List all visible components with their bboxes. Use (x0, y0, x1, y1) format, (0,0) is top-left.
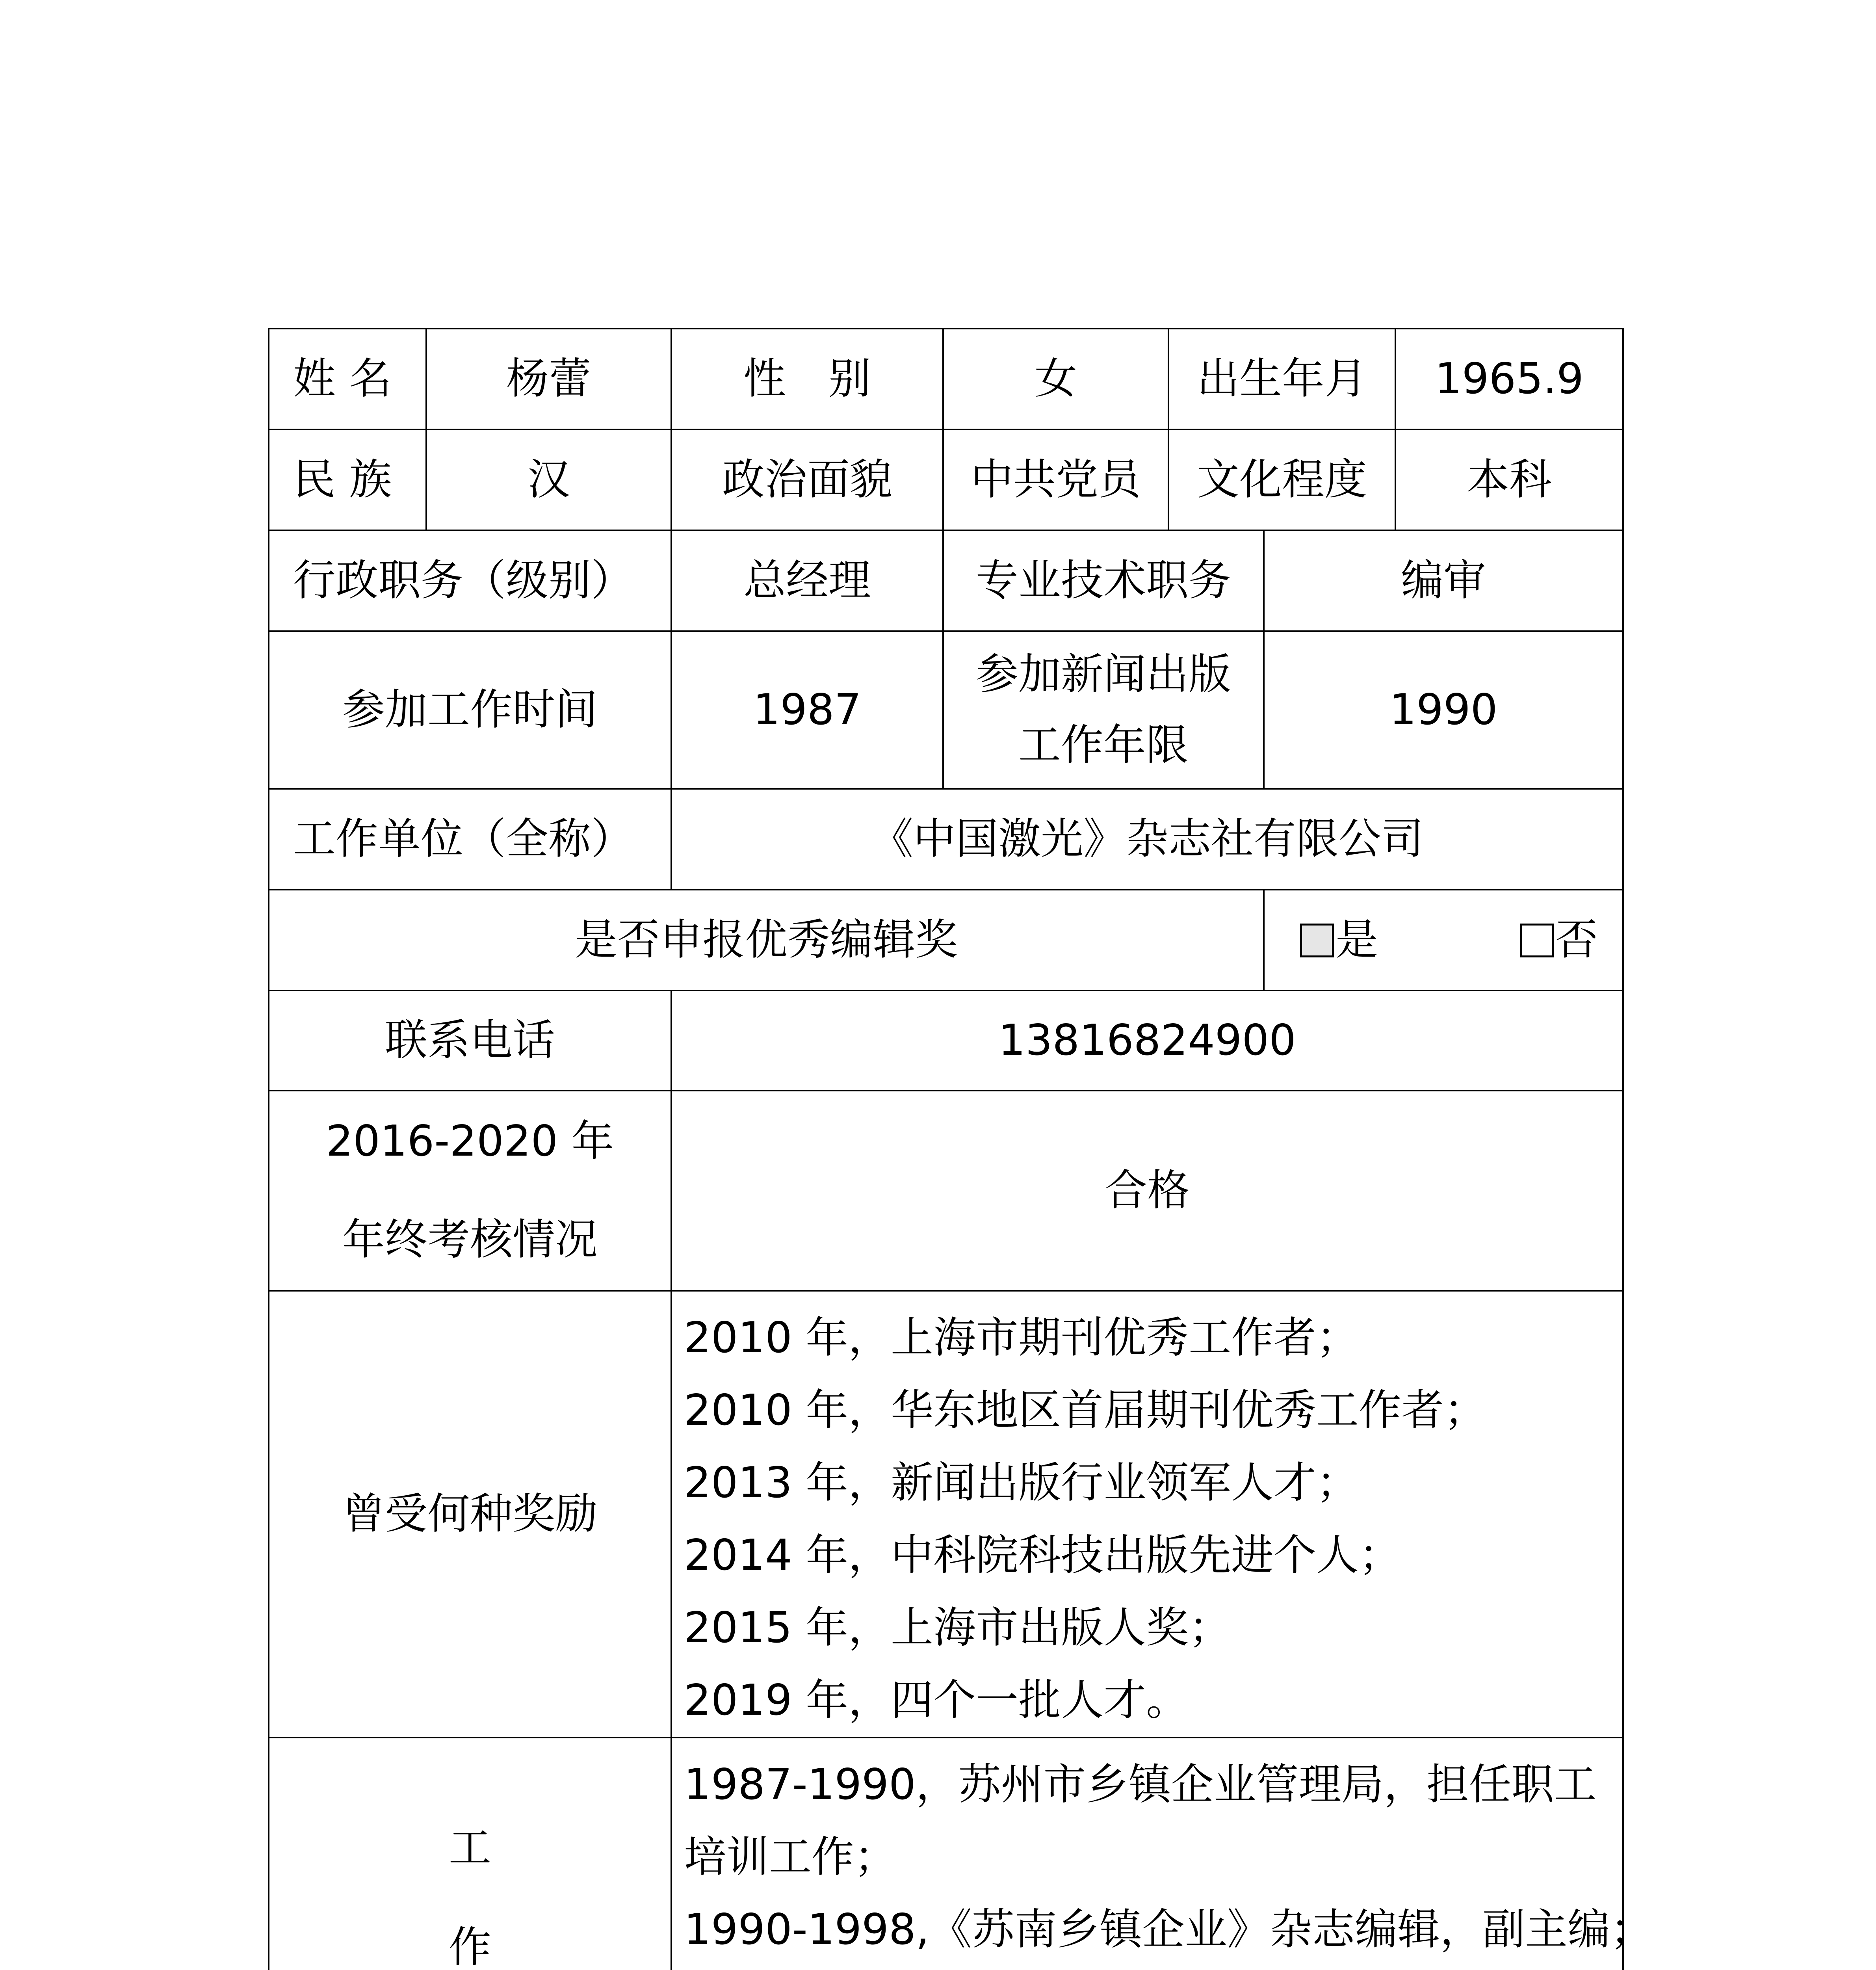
career-line: 1987-1990，苏州市乡镇企业管理局，担任职工 (684, 1760, 1597, 1809)
ethnicity-value: 汉 (426, 429, 671, 530)
row-career (269, 1738, 1623, 1970)
employer-value: 《中国激光》杂志社有限公司 (671, 789, 1623, 890)
annual-review-value: 合格 (671, 1091, 1623, 1291)
row-work-time (269, 631, 1623, 789)
award-item: 2010 年，华东地区首届期刊优秀工作者； (684, 1386, 1487, 1435)
award-item: 2010 年，上海市期刊优秀工作者； (684, 1313, 1359, 1362)
phone-value: 13816824900 (671, 991, 1623, 1091)
career-label-char: 工 (448, 1823, 491, 1873)
row-award-apply (269, 890, 1623, 991)
yes-checkbox[interactable] (1300, 924, 1334, 957)
birth-value: 1965.9 (1395, 329, 1623, 429)
row-ethnicity (269, 429, 1623, 530)
gender-label: 性 别 (671, 329, 943, 429)
admin-position-label: 行政职务（级别） (269, 530, 671, 631)
press-years-label-line1: 参加新闻出版 (975, 650, 1231, 699)
name-label: 姓 名 (269, 329, 426, 429)
awards-list (671, 1291, 1623, 1738)
career-line: 培训工作； (684, 1832, 897, 1882)
award-apply-options (1264, 890, 1623, 991)
row-positions (269, 530, 1623, 631)
name-value: 杨蕾 (426, 329, 671, 429)
awards-label: 曾受何种奖励 (269, 1291, 671, 1738)
work-start-label: 参加工作时间 (269, 631, 671, 789)
tech-position-value: 编审 (1264, 530, 1623, 631)
ethnicity-label: 民 族 (269, 429, 426, 530)
political-value: 中共党员 (943, 429, 1168, 530)
row-basic-info (269, 329, 1623, 429)
political-label: 政治面貌 (671, 429, 943, 530)
press-years-label (943, 631, 1264, 789)
admin-position-value: 总经理 (671, 530, 943, 631)
education-label: 文化程度 (1168, 429, 1395, 530)
employer-label: 工作单位（全称） (269, 789, 671, 890)
no-checkbox[interactable] (1520, 924, 1554, 957)
press-years-value: 1990 (1264, 631, 1623, 789)
career-line: 1990-1998,《苏南乡镇企业》杂志编辑，副主编； (684, 1905, 1653, 1954)
phone-label: 联系电话 (269, 991, 671, 1091)
no-label: 否 (1555, 915, 1598, 965)
row-awards (269, 1291, 1623, 1738)
career-label (269, 1738, 671, 1970)
row-employer (269, 789, 1623, 890)
work-start-value: 1987 (671, 631, 943, 789)
annual-review-label-line1: 2016-2020 年 (326, 1117, 614, 1166)
award-item: 2013 年，新闻出版行业领军人才； (684, 1458, 1359, 1507)
tech-position-label: 专业技术职务 (943, 530, 1264, 631)
press-years-label-line2: 工作年限 (1018, 721, 1189, 770)
birth-label: 出生年月 (1168, 329, 1395, 429)
career-line (684, 1966, 1610, 1970)
yes-label: 是 (1335, 915, 1378, 965)
award-item: 2014 年，中科院科技出版先进个人； (684, 1531, 1402, 1580)
education-value: 本科 (1395, 429, 1623, 530)
career-history (671, 1738, 1653, 1970)
annual-review-label (269, 1091, 671, 1291)
row-phone (269, 991, 1623, 1091)
annual-review-label-line2: 年终考核情况 (342, 1215, 598, 1264)
resume-form-table (268, 328, 1653, 1970)
award-item: 2015 年，上海市出版人奖； (684, 1603, 1231, 1652)
row-annual-review (269, 1091, 1623, 1291)
gender-value: 女 (943, 329, 1168, 429)
award-item: 2019 年，四个一批人才。 (684, 1676, 1189, 1725)
career-label-char: 作 (448, 1923, 491, 1970)
award-apply-label: 是否申报优秀编辑奖 (269, 890, 1264, 991)
